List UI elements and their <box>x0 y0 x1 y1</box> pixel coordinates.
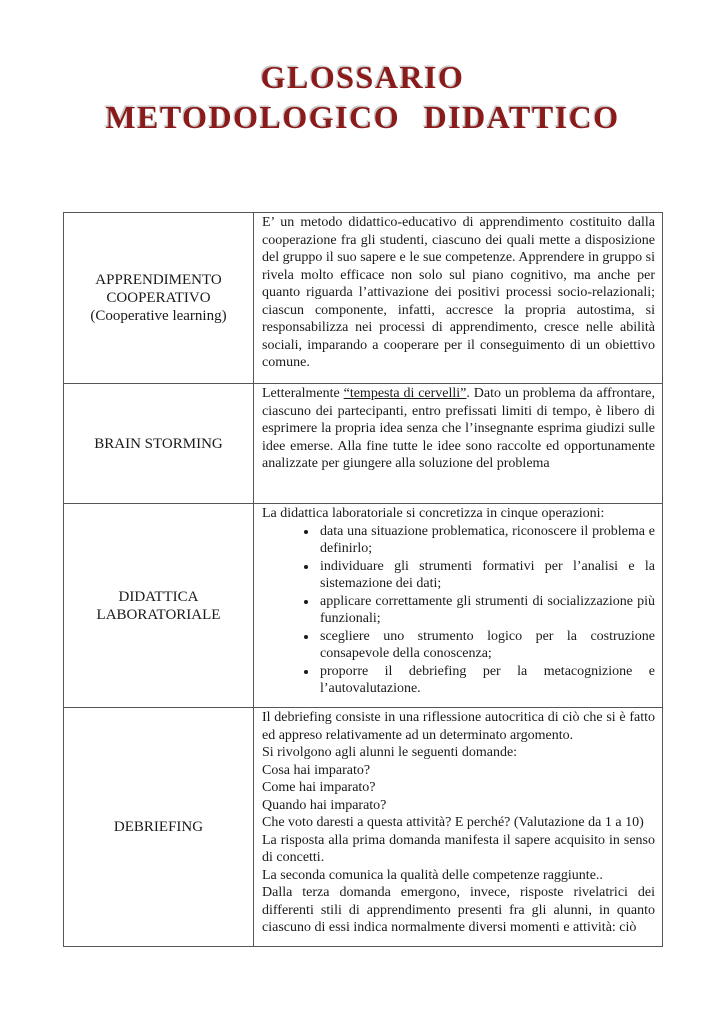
definition-cell <box>254 504 662 707</box>
definition-paragraph <box>262 797 655 815</box>
term-label: APPRENDIMENTO COOPERATIVO <box>95 272 222 306</box>
bullet-item: • individuare gli strumenti formativi per l’analisi e la sistemazione dei dati; <box>318 558 655 593</box>
bullet-list <box>262 523 655 698</box>
table-row <box>64 503 662 707</box>
text-run: La didattica laboratoriale si concretizza in cinque operazioni: <box>262 506 605 521</box>
bullet-item: • applicare correttamente gli strumenti di socializzazione più funzionali; <box>318 593 655 628</box>
table-row <box>64 707 662 946</box>
underlined-phrase: “tempesta di cervelli” <box>343 386 467 401</box>
definition-paragraph <box>262 744 655 762</box>
definition-paragraph <box>262 505 655 523</box>
glossary-table <box>63 212 663 947</box>
definition-paragraph <box>262 814 655 832</box>
term-label: DEBRIEFING <box>113 819 204 835</box>
table-row <box>64 213 662 383</box>
text-run: E’ un metodo didattico-educativo di apprendimento costituito dalla cooperazione fra gli studenti, ciascuno dei quali mette a disposizione del gruppo il suo sapere e le sue competenze. Apprendere in gruppo si rivela molto efficace non solo sul piano cognitivo, ma anche per quanto riguarda l’attivazione dei positivi processi socio-relazionali; ciascun componente, infatti, accresce la propria autostima, si responsabilizza nei processi di apprendimento, cresce nelle abilità sociali, imparando a cooperare per il conseguimento di un obiettivo comune. <box>262 215 655 370</box>
text-run: Dalla terza domanda emergono, invece, risposte rivelatrici dei differenti stili di apprendimento presenti fra gli alunni, in quanto ciascuno di essi indica normalmente diversi momenti e attività: ciò <box>262 885 655 935</box>
bullet-item: • data una situazione problematica, riconoscere il problema e definirlo; <box>318 523 655 558</box>
definition-paragraph <box>262 762 655 780</box>
bullet-item: • scegliere uno strumento logico per la costruzione consapevole della conoscenza; <box>318 628 655 663</box>
text-run: Si rivolgono agli alunni le seguenti domande: <box>262 745 518 760</box>
text-run: . Dato un problema da affrontare, ciascuno dei partecipanti, entro prefissati limiti di tempo, è libero di esprimere la propria idea senza che l’insegnante esprima giudizi sulle idee emerse. Alla fine tutte le idee sono raccolte ed opportunamente analizzate per giungere alla soluzione del problema <box>262 386 655 471</box>
text-run: Che voto daresti a questa attività? E perché? (Valutazione da 1 a 10) <box>262 815 644 830</box>
text-run: Quando hai imparato? <box>262 797 387 813</box>
term-label: BRAIN STORMING <box>94 435 223 452</box>
definition-paragraph <box>262 832 655 867</box>
bullet-item: • proporre il debriefing per la metacognizione e l’autovalutazione. <box>318 663 655 698</box>
definition-paragraph <box>262 214 655 372</box>
text-run: Letteralmente <box>262 386 344 401</box>
term-cell <box>64 504 254 707</box>
definition-paragraph <box>262 867 655 885</box>
text-run: Come hai imparato? <box>262 780 376 795</box>
definition-cell <box>254 384 662 503</box>
term-cell <box>64 384 254 503</box>
text-run: Cosa hai imparato? <box>262 762 371 778</box>
definition-paragraph <box>262 779 655 797</box>
definition-paragraph <box>262 884 655 937</box>
page-title-line-1: GLOSSARIO <box>260 59 465 95</box>
definition-paragraph <box>262 385 655 473</box>
term-note: (Cooperative learning) <box>90 308 227 324</box>
definition-cell <box>254 708 662 946</box>
definition-cell <box>254 213 662 383</box>
term-cell <box>64 708 254 946</box>
table-row <box>64 383 662 503</box>
definition-paragraph <box>262 709 655 744</box>
text-run: La seconda comunica la qualità delle competenze raggiunte.. <box>262 867 603 883</box>
text-run: Il debriefing consiste in una riflessione autocritica di ciò che si è fatto ed appreso relativamente ad un determinato argomento. <box>262 710 655 743</box>
term-cell <box>64 213 254 383</box>
page-title-line-2: METODOLOGICO DIDATTICO <box>105 99 620 135</box>
term-label: DIDATTICA LABORATORIALE <box>96 588 221 623</box>
page-title <box>0 0 725 137</box>
text-run: La risposta alla prima domanda manifesta il sapere acquisito in senso di concetti. <box>262 832 655 865</box>
